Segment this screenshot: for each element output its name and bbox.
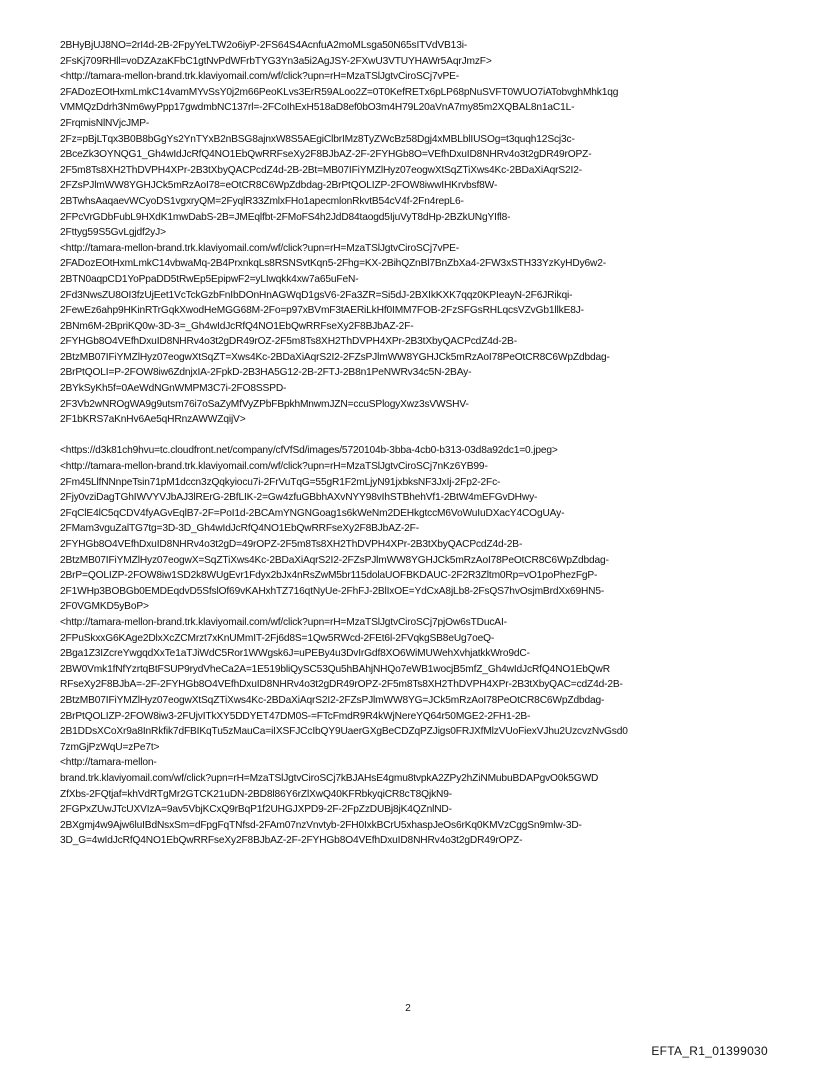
text-line: 2FYHGb8O4VEfhDxuID8NHRv4o3t2gDR49rOZ-2F5m8Ts8XH2ThDVPH4XPr-2B3tXbyQACPcdZ4d-2B-: [60, 336, 517, 348]
text-line: 2FMam3vguZalTG7tg=3D-3D_Gh4wIdJcRfQ4NO1EbQwRRFseXy2F8BJbAZ-2F-: [60, 523, 419, 535]
text-line: <http://tamara-mellon-brand.trk.klaviyomail.com/wf/click?upn=rH=MzaTSlJgtvCiroSCj7pjOw6sTDucAI-: [60, 616, 507, 628]
text-line: 2BtzMB07IFiYMZlHyz07eogwXtSqZTiXws4Kc-2BDaXiAqrS2I2-2FZsPJlmWW8YG=JCk5mRzAoI78PeOtCR8C6WpZdbdag-: [60, 694, 605, 706]
text-line: 2BW0Vmk1fNfYzrtqBtFSUP9rydVheCa2A=1E519bliQySC53Qu5hBAhjNHQo7eWB1wocjB5mfZ_Gh4wIdJcRfQ4NO1EbQwR: [60, 663, 610, 675]
text-line: 2BYkSyKh5f=0AeWdNGnWMPM3C7i-2FO8SSPD-: [60, 383, 287, 395]
text-line: 2Fz=pBjLTqx3B0B8bGgYs2YnTYxB2nBSG8ajnxW8S5AEgiClbrIMz8TyZWcBz58Dgj4xMBLblIUSOg=t3quqh12Scj3c-: [60, 133, 575, 145]
text-line: <https://d3k81ch9hvu=tc.cloudfront.net/company/cfVfSd/images/5720104b-3bba-4cb0-b313-03d8a92dc1=0.jpeg>: [60, 445, 558, 457]
text-line: brand.trk.klaviyomail.com/wf/click?upn=rH=MzaTSlJgtvCiroSCj7kBJAHsE4gmu8tvpkA2ZPy2hZiNMubuBDAPgvO0k5GWD: [60, 772, 599, 784]
text-line: 2BtzMB07IFiYMZlHyz07eogwX=SqZTiXws4Kc-2BDaXiAqrS2I2-2FZsPJlmWW8YGHJCk5mRzAoI78PeOtCR8C6WpZdbdag-: [60, 554, 609, 566]
page-number: 2: [405, 1003, 411, 1014]
email-body-text: [60, 38, 765, 849]
text-line: 2FZsPJlmWW8YGHJCk5mRzAoI78=eOtCR8C6WpZdbdag-2BrPtQOLIZP-2FOW8iwwIHKrvbsf8W-: [60, 180, 498, 192]
text-line: 2BXgmj4w9Ajw6luIBdNsxSm=dFpgFqTNfsd-2FAm07nzVnvtyb-2FH0IxkBCrU5xhaspJeOs6rKq0KMVzCggSn9mlw-3D-: [60, 819, 582, 831]
text-line: 2F0VGMKD5yBoP>: [60, 601, 149, 613]
text-line: 2FqClE4lC5qCDV4fyAGvEqlB7-2F=PoI1d-2BCAmYNGNGoag1s6kWeNm2DEHkgtccM6VoWuIuDXacY4COgUAy-: [60, 507, 565, 519]
text-line: 2BceZk3OYNQG1_Gh4wIdJcRfQ4NO1EbQwRRFseXy2F8BJbAZ-2F-2FYHGb8O=VEfhDxuID8NHRv4o3t2gDR49rOPZ-: [60, 149, 592, 161]
text-line: <http://tamara-mellon-brand.trk.klaviyomail.com/wf/click?upn=rH=MzaTSlJgtvCiroSCj7vPE-: [60, 71, 459, 83]
text-line: 2FPcVrGDbFubL9HXdK1mwDabS-2B=JMEqlfbt-2FMoFS4h2JdD84taogd5IjuVyT8dHp-2BZkUNgYIfl8-: [60, 211, 511, 223]
text-line: 2FewEz6ahp9HKinRTrGqkXwodHeMGG68M-2Fo=p97xBVmF3tAERiLkHf0IMM7FOB-2FzSFGsRHLqcsVZvGb1llkE8J-: [60, 305, 584, 317]
text-line: 2BNm6M-2BpriKQ0w-3D-3=_Gh4wIdJcRfQ4NO1EbQwRRFseXy2F8BJbAZ-2F-: [60, 320, 414, 332]
text-line: 2Fd3NwsZU8OI3fzUjEet1VcTckGzbFnIbDOnHnAGWqD1gsV6-2Fa3ZR=Si5dJ-2BXIkKXK7qqz0KPIeayN-2F6JRikqi-: [60, 289, 573, 301]
document-id-stamp: EFTA_R1_01399030: [651, 1044, 768, 1058]
text-line: 2Fjy0vziDagTGhIWVYVJbAJ3lRErG-2BfLIK-2=Gw4zfuGBbhAXvNYY98vIhSTBhehVf1-2BtW4mEFGvDHwy-: [60, 492, 538, 504]
text-line: 2FsKj709RHll=voDZAzaKFbC1gtNvPdWFrbTYG3Yn3a5i2AgJSY-2FXwU3VTUYHAWr5AqrJmzF>: [60, 55, 492, 67]
text-line: 2FGPxZUwJTcUXVIzA=9av5VbjKCxQ9rBqP1f2UHGJXPD9-2F-2FpZzDUBj8jK4QZnlND-: [60, 804, 452, 816]
text-line: 2B1DDsXCoXr9a8InRkfik7dFBIKqTu5zMauCa=iIXSFJCcIbQY9UaerGXgBeCDZqPZJigs0FRJXfMlzVUoFiexVJhu2UzcvzNvGsd0: [60, 726, 628, 738]
text-line: 2FrqmisNlNVjcJMP-: [60, 117, 150, 129]
text-line: 2FADozEOtHxmLmkC14vbwaMq-2B4PrxnkqLs8RSNSvtKqn5-2Fhg=KX-2BihQZnBl7BnZbXa4-2FW3xSTH33YzKyHDy6w2-: [60, 258, 606, 270]
text-line: 2BrP=QOLIZP-2FOW8iw1SD2k8WUgEvr1Fdyx2bJx4nRsZwM5br115dolaUOFBKDAUC-2F2R3Zltm0Rp=vO1poPhezFgP-: [60, 570, 598, 582]
text-line: 2BrPtQOLI=P-2FOW8iw6ZdnjxIA-2FpkD-2B3HA5G12-2B-2FTJ-2B8n1PeNWRv34c5N-2BAy-: [60, 367, 472, 379]
text-line: 2Fm45LlfNNnpeTsin71pM1dccn3zQqkyiocu7i-2FrVuTqG=55gR1F2mLjyN91jxbksNF3JxIj-2Fp2-2Fc-: [60, 476, 501, 488]
text-line: 2BTN0aqpCD1YoPpaDD5tRwEp5EpipwF2=yLIwqkk4xw7a65uFeN-: [60, 273, 359, 285]
text-line: 2F5m8Ts8XH2ThDVPH4XPr-2B3tXbyQACPcdZ4d-2B-2Bt=MB07IFiYMZlHyz07eogwXtSqZTiXws4Kc-2BDaXiAqrS2I2-: [60, 164, 582, 176]
text-line: 2Bga1Z3IZcreYwgqdXxTe1aTJiWdC5Ror1WWgsk6J=uPEBy4u3DvIrGdf8XO6WiMUWehXvhjatkkWro9dC-: [60, 648, 530, 660]
text-line: 7zmGjPzWqU=zPe7t>: [60, 741, 160, 753]
text-line: VMMQzDdrh3Nm6wyPpp17gwdmbNC137rl=-2FCoIhExH518aD8ef0bO3m4H79L20aVnA7my85m2XQBAL8n1aC1L-: [60, 102, 575, 114]
text-line: 2F1bKRS7aKnHv6Ae5qHRnzAWWZqijV>: [60, 414, 246, 426]
text-line: 2BtzMB07IFiYMZlHyz07eogwXtSqZT=Xws4Kc-2BDaXiAqrS2I2-2FZsPJlmWW8YGHJCk5mRzAoI78PeOtCR8C6WpZdbdag-: [60, 351, 610, 363]
text-line: RFseXy2F8BJbA=-2F-2FYHGb8O4VEfhDxuID8NHRv4o3t2gDR49rOPZ-2F5m8Ts8XH2ThDVPH4XPr-2B3tXbyQAC=cdZ4d-2B-: [60, 679, 623, 691]
blank-line: [60, 428, 765, 444]
text-line: 2BTwhsAaqaevWCyoDS1vgxryQM=2FyqlR33ZmlxFHo1apecmlonRkvtB54cV4f-2Fn4repL6-: [60, 195, 464, 207]
text-line: 2BrPtQOLIZP-2FOW8iw3-2FUjvITkXY5DDYET47DM0S-=FTcFmdR9R4kWjNereYQ64r50MGE2-2FH1-2B-: [60, 710, 531, 722]
text-line: <http://tamara-mellon-brand.trk.klaviyomail.com/wf/click?upn=rH=MzaTSlJgtvCiroSCj7nKz6YB99-: [60, 461, 488, 473]
text-line: <http://tamara-mellon-brand.trk.klaviyomail.com/wf/click?upn=rH=MzaTSlJgtvCiroSCj7vPE-: [60, 242, 459, 254]
text-line: 3D_G=4wIdJcRfQ4NO1EbQwRRFseXy2F8BJbAZ-2F-2FYHGb8O4VEfhDxuID8NHRv4o3t2gDR49rOPZ-: [60, 835, 523, 847]
text-line: 2BHyBjUJ8NO=2rI4d-2B-2FpyYeLTW2o6iyP-2FS64S4AcnfuA2moMLsga50N65sITVdVB13i-: [60, 40, 468, 51]
text-line: 2F1WHp3BOBGb0EMDEqdvD5SfslOf69vKAHxhTZ716qtNyUe-2FhFJ-2BlIxOE=YdCxA8jLb8-2FsQS7hvOsjmBrdXx69HN5-: [60, 585, 605, 597]
text-line: ZfXbs-2FQtjaf=khVdRTgMr2GTCK21uDN-2BD8l86Y6rZlXwQ40KFRbkyqiCR8cT8QjkN9-: [60, 788, 452, 800]
text-line: 2FYHGb8O4VEfhDxuID8NHRv4o3t2gD=49rOPZ-2F5m8Ts8XH2ThDVPH4XPr-2B3tXbyQACPcdZ4d-2B-: [60, 539, 523, 550]
text-line: 2FPuSkxxG6KAge2DlxXcZCMrzt7xKnUMmIT-2Fj6d8S=1Qw5RWcd-2FEt6l-2FVqkgSB8eUg7oeQ-: [60, 632, 495, 644]
text-line: 2FADozEOtHxmLmkC14vamMYvSsY0j2m66PeoKLvs3ErR59ALoo2Z=0T0KefRETx6pLP68pNuSVFT0WUO7iATobvghMhk1qg: [60, 86, 619, 98]
text-line: 2Fttyg59S5GvLgjdf2yJ>: [60, 227, 166, 239]
text-line: 2F3Vb2wNROgWA9g9utsm76i7oSaZyMfVyZPbFBpkhMnwmJZN=ccuSPlogyXwz3sVWSHV-: [60, 398, 469, 410]
text-line: <http://tamara-mellon-: [60, 757, 157, 769]
